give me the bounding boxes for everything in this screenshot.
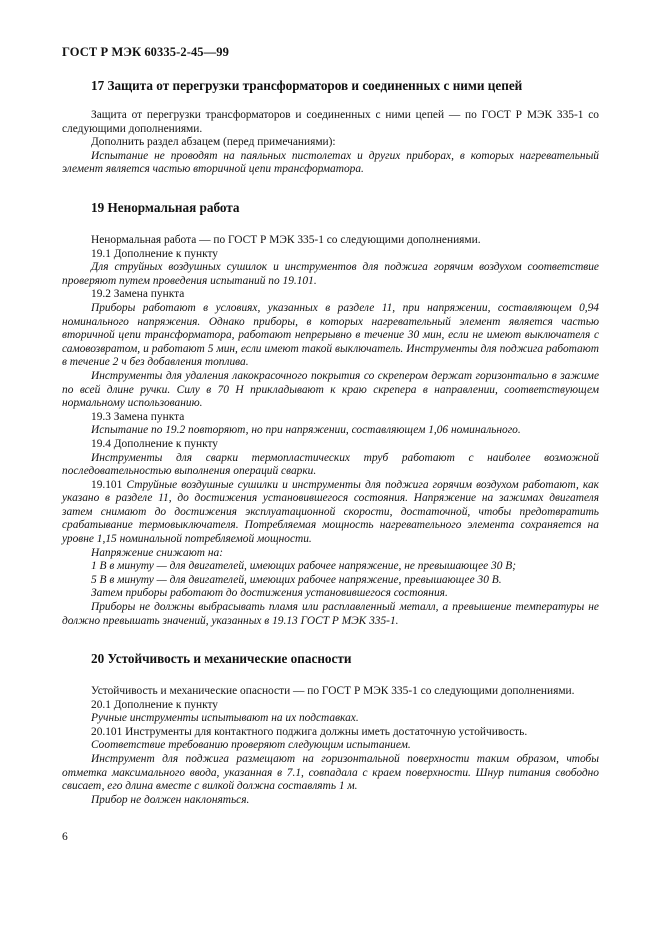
paragraph-italic: Приборы не должны выбрасывать пламя или расплавленный металл, а превышение температуры не должно превышать значений, указанных в 19.13 ГОСТ Р МЭК 335-1. [62, 601, 599, 627]
paragraph-italic: Напряжение снижают на: [91, 546, 223, 559]
page-number: 6 [62, 831, 68, 843]
document-header: ГОСТ Р МЭК 60335-2-45—99 [62, 45, 229, 59]
paragraph: Дополнить раздел абзацем (перед примечаниями): [91, 136, 336, 149]
paragraph-italic: Для струйных воздушных сушилок и инструментов для поджига горячим воздухом соответствие проверяют путем проведения испытаний по 19.101. [62, 261, 599, 287]
paragraph-italic: Ручные инструменты испытывают на их подставках. [91, 712, 359, 725]
clause-20-101: 20.101 Инструменты для контактного поджига должны иметь достаточную устойчивость. [91, 725, 528, 738]
paragraph-italic: 5 В в минуту — для двигателей, имеющих рабочее напряжение, превышающее 30 В. [91, 573, 502, 586]
paragraph-italic: Инструменты для сварки термопластических труб работают с наиболее возможной последовательностью выполнения операций сварки. [62, 451, 599, 478]
paragraph-italic: Инструмент для поджига размещают на горизонтальной поверхности таким образом, чтобы отметка максимального ввода, указанная в 7.1, совпадала с краем поверхности. Шнур питания свободно свисает, его длина вместе с вилкой должна составлять 1 м. [62, 752, 599, 793]
clause-number: 19.101 [91, 478, 127, 491]
paragraph: Устойчивость и механические опасности — по ГОСТ Р МЭК 335-1 со следующими дополнениями. [91, 685, 575, 697]
paragraph-italic: Соответствие требованию проверяют следующим испытанием. [91, 739, 411, 752]
clause-heading: 19.2 Замена пункта [91, 288, 185, 301]
paragraph-italic: Испытание не проводят на паяльных пистолетах и других приборах, в которых нагревательный элемент является частью вторичной цепи трансформатора. [62, 149, 599, 176]
clause-heading: 19.1 Дополнение к пункту [91, 247, 218, 260]
clause-19-101 [62, 479, 599, 547]
section-19 [62, 200, 599, 628]
clause-text: Струйные воздушные сушилки и инструменты для поджига горячим воздухом работают, как указано в разделе 11, до достижения установившегося состояния. Напряжение на зажимах двигателя затем снимают до достижения эксплуатационной скорости, достаточной, чтобы предотвратить срабатывание термовыключателя. Потребляемая мощность нагревательного элемента сохраняется на уровне 1,15 номинальной потребляемой мощности. [62, 478, 600, 546]
paragraph-italic: Инструменты для удаления лакокрасочного покрытия со скрепером держат горизонтально в зажиме по всей длине ручки. Силу в 70 Н прикладывают к краю скрепера в направлении, соответствующем нормальному использованию. [62, 369, 599, 410]
clause-heading: 20.1 Дополнение к пункту [91, 698, 218, 711]
paragraph-italic: Прибор не должен наклоняться. [91, 793, 250, 806]
paragraph-italic: 1 В в минуту — для двигателей, имеющих рабочее напряжение, не превышающее 30 В; [91, 560, 517, 573]
paragraph-italic: Испытание по 19.2 повторяют, но при напряжении, составляющем 1,06 номинального. [91, 424, 521, 437]
section-19-title: 19 Ненормальная работа [91, 200, 240, 215]
section-17 [62, 78, 599, 177]
paragraph-italic: Затем приборы работают до достижения установившегося состояния. [91, 587, 448, 600]
clause-heading: 19.4 Дополнение к пункту [91, 437, 218, 450]
clause-heading: 19.3 Замена пункта [91, 410, 185, 423]
paragraph: Защита от перегрузки трансформаторов и соединенных с ними цепей — по ГОСТ Р МЭК 335-1 со следующими дополнениями. [62, 109, 599, 135]
paragraph-italic: Приборы работают в условиях, указанных в разделе 11, при напряжении, составляющем 0,94 номинального напряжения. Однако приборы, в которых нагревательный элемент является частью вторичной цепи трансформатора, работают непрерывно в течение 30 мин, если не имеют выключателя с самовозвратом, и работают 5 мин, если имеют такой выключатель. Инструменты для поджига работают в течение 2 ч без добавления топлива. [62, 301, 599, 369]
section-20-title: 20 Устойчивость и механические опасности [91, 651, 352, 666]
section-17-title: 17 Защита от перегрузки трансформаторов и соединенных с ними цепей [91, 78, 523, 93]
paragraph: Ненормальная работа — по ГОСТ Р МЭК 335-1 со следующими дополнениями. [91, 234, 481, 246]
section-20 [62, 651, 599, 807]
